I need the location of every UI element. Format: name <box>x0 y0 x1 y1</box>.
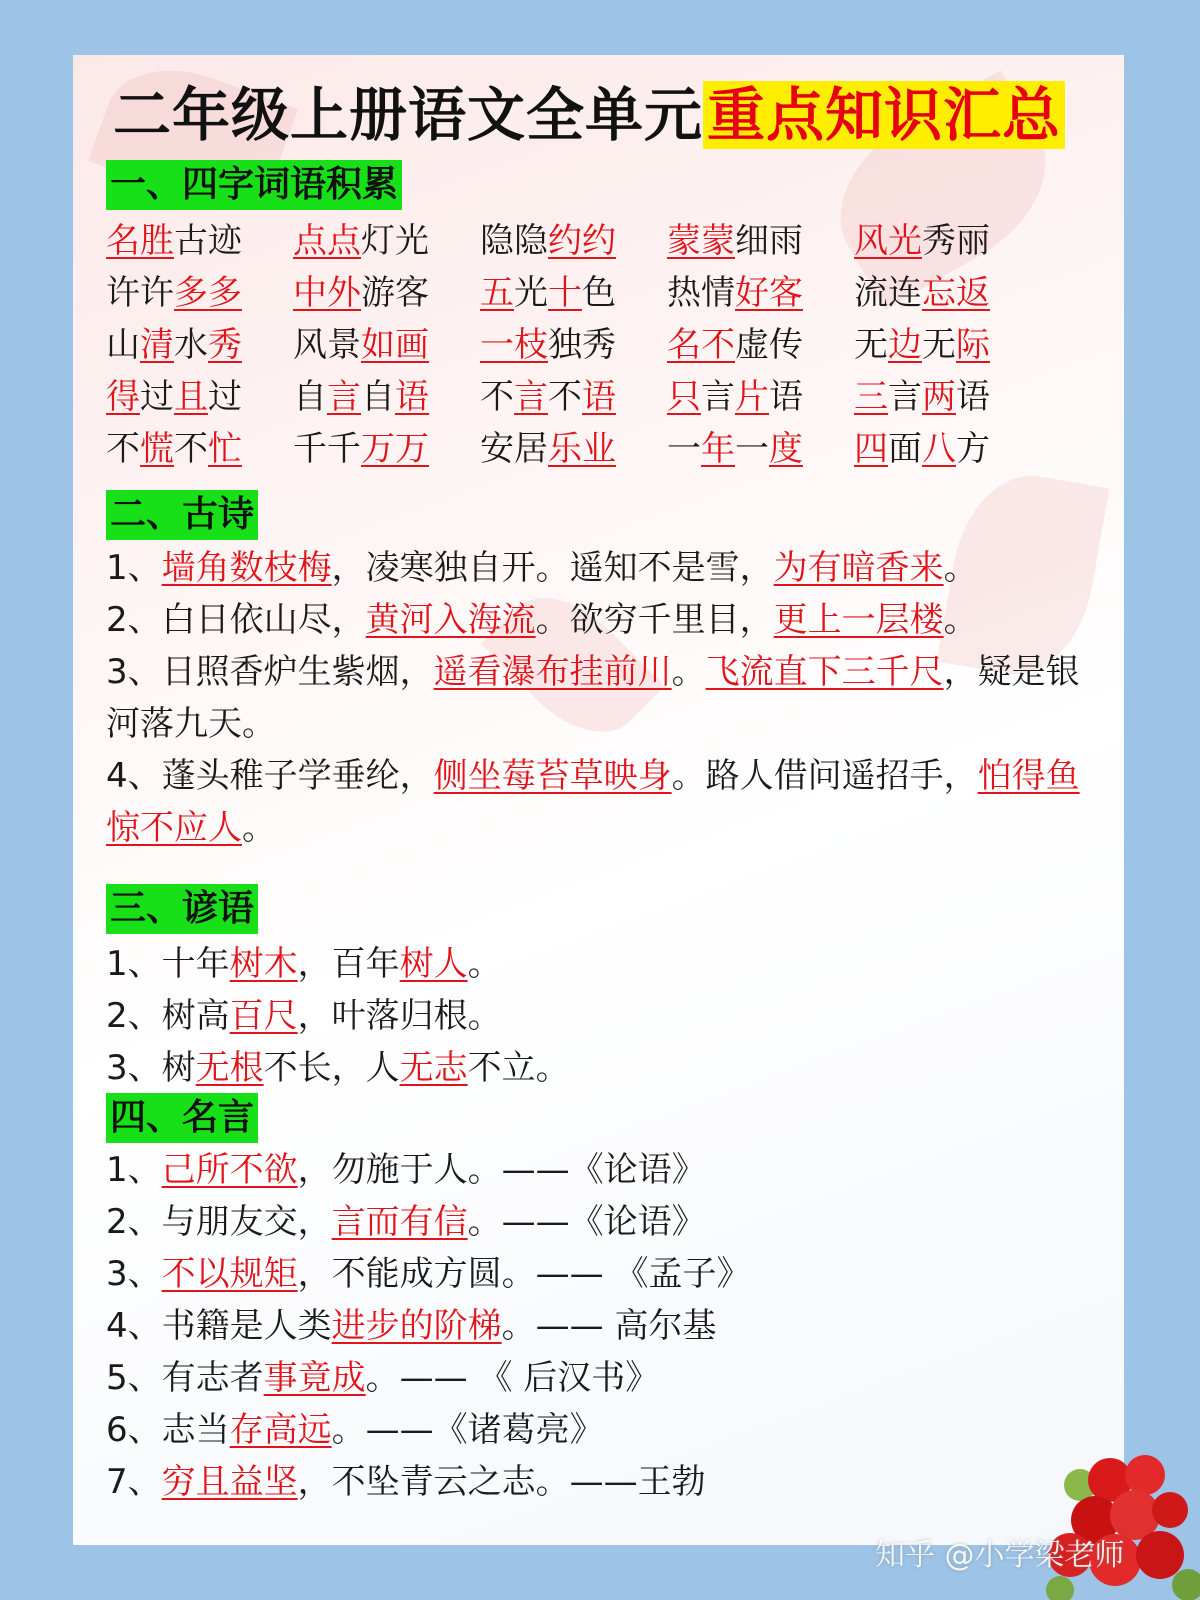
keyword-underlined: 黄河入海流 <box>365 600 536 640</box>
text-segment: 自 <box>361 377 395 417</box>
section-heading-idioms: 一、四字词语积累 <box>106 160 402 210</box>
text-segment: ，百年 <box>297 944 400 984</box>
keyword-underlined: 无志 <box>399 1048 468 1088</box>
keyword-underlined: 树人 <box>399 944 468 984</box>
text-segment: 2、白日依山尽， <box>106 600 366 640</box>
poem-line <box>106 542 1096 594</box>
text-segment: 4、蓬头稚子学垂纶， <box>106 756 434 796</box>
quote-line <box>106 1404 1096 1456</box>
text-segment: 不 <box>480 377 514 417</box>
text-segment: 古迹 <box>174 221 242 261</box>
keyword-underlined: 度 <box>769 429 803 469</box>
proverb-line <box>106 938 1096 990</box>
keyword-underlined: 飞流直下三千尺 <box>705 652 944 692</box>
keyword-underlined: 中外 <box>293 273 361 313</box>
text-segment: 色 <box>582 273 616 313</box>
text-segment: ，疑是银河落九天。 <box>106 652 1080 744</box>
keyword-underlined: 清 <box>140 325 174 365</box>
text-segment: 一 <box>735 429 769 469</box>
idiom-item <box>106 319 293 371</box>
keyword-underlined: 忙 <box>208 429 242 469</box>
keyword-underlined: 为有暗香来 <box>773 548 944 588</box>
rose-bouquet-decoration <box>1040 1445 1200 1600</box>
text-segment: ，勿施于人。——《论语》 <box>297 1150 706 1190</box>
text-segment: 语 <box>956 377 990 417</box>
poem-line <box>106 594 1096 646</box>
text-segment: ，凌寒独自开。遥知不是雪， <box>331 548 774 588</box>
text-segment: 光 <box>514 273 548 313</box>
text-segment: 隐隐 <box>480 221 548 261</box>
keyword-underlined: 四 <box>854 429 888 469</box>
keyword-underlined: 两 <box>922 377 956 417</box>
keyword-underlined: 事竟成 <box>263 1358 366 1398</box>
section-heading-proverbs: 三、谚语 <box>106 884 258 934</box>
watermark: 知乎 @小学梁老师 <box>875 1538 1125 1573</box>
idiom-item <box>854 267 1041 319</box>
text-segment: 3、树 <box>106 1048 196 1088</box>
text-segment: 7、 <box>106 1462 162 1502</box>
text-segment: 2、与朋友交， <box>106 1202 332 1242</box>
text-segment: 不 <box>106 429 140 469</box>
keyword-underlined: 蒙蒙 <box>667 221 735 261</box>
content-sheet <box>73 55 1124 1545</box>
idiom-row <box>106 215 1041 267</box>
keyword-underlined: 片 <box>735 377 769 417</box>
keyword-underlined: 己所不欲 <box>161 1150 298 1190</box>
idiom-item <box>854 371 1041 423</box>
keyword-underlined: 多多 <box>174 273 242 313</box>
text-segment: 5、有志者 <box>106 1358 264 1398</box>
keyword-underlined: 且 <box>174 377 208 417</box>
text-segment: 4、书籍是人类 <box>106 1306 332 1346</box>
text-segment: 面 <box>888 429 922 469</box>
keyword-underlined: 点点 <box>293 221 361 261</box>
idiom-item <box>480 319 667 371</box>
idiom-item <box>293 371 480 423</box>
idiom-item <box>667 423 854 475</box>
text-segment: 。 <box>943 548 978 588</box>
text-segment: 言 <box>888 377 922 417</box>
keyword-underlined: 不以规矩 <box>161 1254 298 1294</box>
text-segment: 。 <box>671 652 706 692</box>
keyword-underlined: 八 <box>922 429 956 469</box>
keyword-underlined: 墙角数枝梅 <box>161 548 332 588</box>
idiom-item <box>106 371 293 423</box>
text-segment: 热情 <box>667 273 735 313</box>
idiom-item <box>480 371 667 423</box>
idiom-row <box>106 423 1041 475</box>
keyword-underlined: 慌 <box>140 429 174 469</box>
text-segment: 无 <box>922 325 956 365</box>
text-segment: 自 <box>293 377 327 417</box>
text-segment: 言 <box>701 377 735 417</box>
proverb-line <box>106 990 1096 1042</box>
poem-line <box>106 750 1096 854</box>
idiom-item <box>293 215 480 267</box>
keyword-underlined: 百尺 <box>229 996 298 1036</box>
text-segment: 。 <box>242 808 276 848</box>
proverb-list <box>106 938 1096 1094</box>
text-segment: 不 <box>174 429 208 469</box>
text-segment: 。—— 《 后汉书》 <box>365 1358 660 1398</box>
poem-list <box>106 542 1096 854</box>
keyword-underlined: 得 <box>106 377 140 417</box>
keyword-underlined: 存高远 <box>229 1410 332 1450</box>
text-segment: ，不能成方圆。—— 《孟子》 <box>297 1254 751 1294</box>
text-segment: 许许 <box>106 273 174 313</box>
text-segment: 1、 <box>106 548 162 588</box>
idiom-item <box>480 267 667 319</box>
title-highlight: 重点知识汇总 <box>703 81 1065 149</box>
idiom-item <box>293 319 480 371</box>
keyword-underlined: 遥看瀑布挂前川 <box>433 652 672 692</box>
keyword-underlined: 年 <box>701 429 735 469</box>
keyword-underlined: 进步的阶梯 <box>331 1306 502 1346</box>
keyword-underlined: 语 <box>582 377 616 417</box>
keyword-underlined: 边 <box>888 325 922 365</box>
text-segment: 。 <box>467 944 502 984</box>
text-segment: 。 <box>943 600 978 640</box>
text-segment: ，不坠青云之志。——王勃 <box>297 1462 706 1502</box>
text-segment: 过 <box>140 377 174 417</box>
text-segment: 安居 <box>480 429 548 469</box>
text-segment: 独秀 <box>548 325 616 365</box>
keyword-underlined: 好客 <box>735 273 803 313</box>
text-segment: 无 <box>854 325 888 365</box>
text-segment: 不立。 <box>467 1048 570 1088</box>
text-segment: 过 <box>208 377 242 417</box>
idiom-row <box>106 319 1041 371</box>
idiom-item <box>854 423 1041 475</box>
text-segment: 秀丽 <box>922 221 990 261</box>
text-segment: 千千 <box>293 429 361 469</box>
keyword-underlined: 一枝 <box>480 325 548 365</box>
text-segment: 。——《诸葛亮》 <box>331 1410 604 1450</box>
keyword-underlined: 言而有信 <box>331 1202 468 1242</box>
keyword-underlined: 风光 <box>854 221 922 261</box>
text-segment: 不长，人 <box>263 1048 400 1088</box>
keyword-underlined: 更上一层楼 <box>773 600 944 640</box>
keyword-underlined: 言 <box>514 377 548 417</box>
quote-line <box>106 1248 1096 1300</box>
idiom-row <box>106 267 1041 319</box>
idiom-item <box>106 215 293 267</box>
quote-line <box>106 1196 1096 1248</box>
poem-line <box>106 646 1096 750</box>
text-segment: 一 <box>667 429 701 469</box>
quote-list <box>106 1144 1096 1508</box>
idiom-item <box>854 319 1041 371</box>
text-segment: 方 <box>956 429 990 469</box>
keyword-underlined: 十 <box>548 273 582 313</box>
text-segment: 游客 <box>361 273 429 313</box>
keyword-underlined: 穷且益坚 <box>161 1462 298 1502</box>
text-segment: 细雨 <box>735 221 803 261</box>
idiom-item <box>480 215 667 267</box>
text-segment: 3、日照香炉生紫烟， <box>106 652 434 692</box>
text-segment: 流连 <box>854 273 922 313</box>
text-segment: 虚传 <box>735 325 803 365</box>
idiom-item <box>667 215 854 267</box>
quote-line <box>106 1144 1096 1196</box>
keyword-underlined: 忘返 <box>922 273 990 313</box>
idiom-item <box>293 267 480 319</box>
idiom-item <box>667 371 854 423</box>
keyword-underlined: 际 <box>956 325 990 365</box>
idiom-item <box>293 423 480 475</box>
text-segment: 。路人借问遥招手， <box>671 756 978 796</box>
keyword-underlined: 树木 <box>229 944 298 984</box>
title-plain: 二年级上册语文全单元 <box>113 81 704 149</box>
keyword-underlined: 乐业 <box>548 429 616 469</box>
keyword-underlined: 侧坐莓苔草映身 <box>433 756 672 796</box>
quote-line <box>106 1352 1096 1404</box>
idiom-item <box>667 319 854 371</box>
text-segment: 风景 <box>293 325 361 365</box>
keyword-underlined: 约约 <box>548 221 616 261</box>
keyword-underlined: 五 <box>480 273 514 313</box>
page-title <box>113 77 1065 153</box>
text-segment: 语 <box>769 377 803 417</box>
section-heading-poems: 二、古诗 <box>106 490 258 540</box>
keyword-underlined: 万万 <box>361 429 429 469</box>
keyword-underlined: 名不 <box>667 325 735 365</box>
text-segment: 山 <box>106 325 140 365</box>
idiom-row <box>106 371 1041 423</box>
text-segment: 2、树高 <box>106 996 230 1036</box>
text-segment: 1、十年 <box>106 944 230 984</box>
text-segment: 。欲穷千里目， <box>535 600 774 640</box>
section-heading-quotes: 四、名言 <box>106 1093 258 1143</box>
keyword-underlined: 无根 <box>195 1048 264 1088</box>
quote-line <box>106 1456 1096 1508</box>
quote-line <box>106 1300 1096 1352</box>
text-segment: 1、 <box>106 1150 162 1190</box>
text-segment: 。—— 高尔基 <box>501 1306 717 1346</box>
text-segment: 水 <box>174 325 208 365</box>
text-segment: ，叶落归根。 <box>297 996 502 1036</box>
text-segment: 。——《论语》 <box>467 1202 706 1242</box>
keyword-underlined: 语 <box>395 377 429 417</box>
text-segment: 灯光 <box>361 221 429 261</box>
idiom-item <box>854 215 1041 267</box>
idiom-grid <box>106 215 1041 475</box>
idiom-item <box>667 267 854 319</box>
keyword-underlined: 三 <box>854 377 888 417</box>
text-segment: 3、 <box>106 1254 162 1294</box>
idiom-item <box>106 423 293 475</box>
keyword-underlined: 言 <box>327 377 361 417</box>
idiom-item <box>106 267 293 319</box>
keyword-underlined: 怕得鱼惊不应人 <box>106 756 1080 848</box>
keyword-underlined: 只 <box>667 377 701 417</box>
keyword-underlined: 秀 <box>208 325 242 365</box>
text-segment: 6、志当 <box>106 1410 230 1450</box>
idiom-item <box>480 423 667 475</box>
text-segment: 不 <box>548 377 582 417</box>
keyword-underlined: 名胜 <box>106 221 174 261</box>
keyword-underlined: 如画 <box>361 325 429 365</box>
proverb-line <box>106 1042 1096 1094</box>
